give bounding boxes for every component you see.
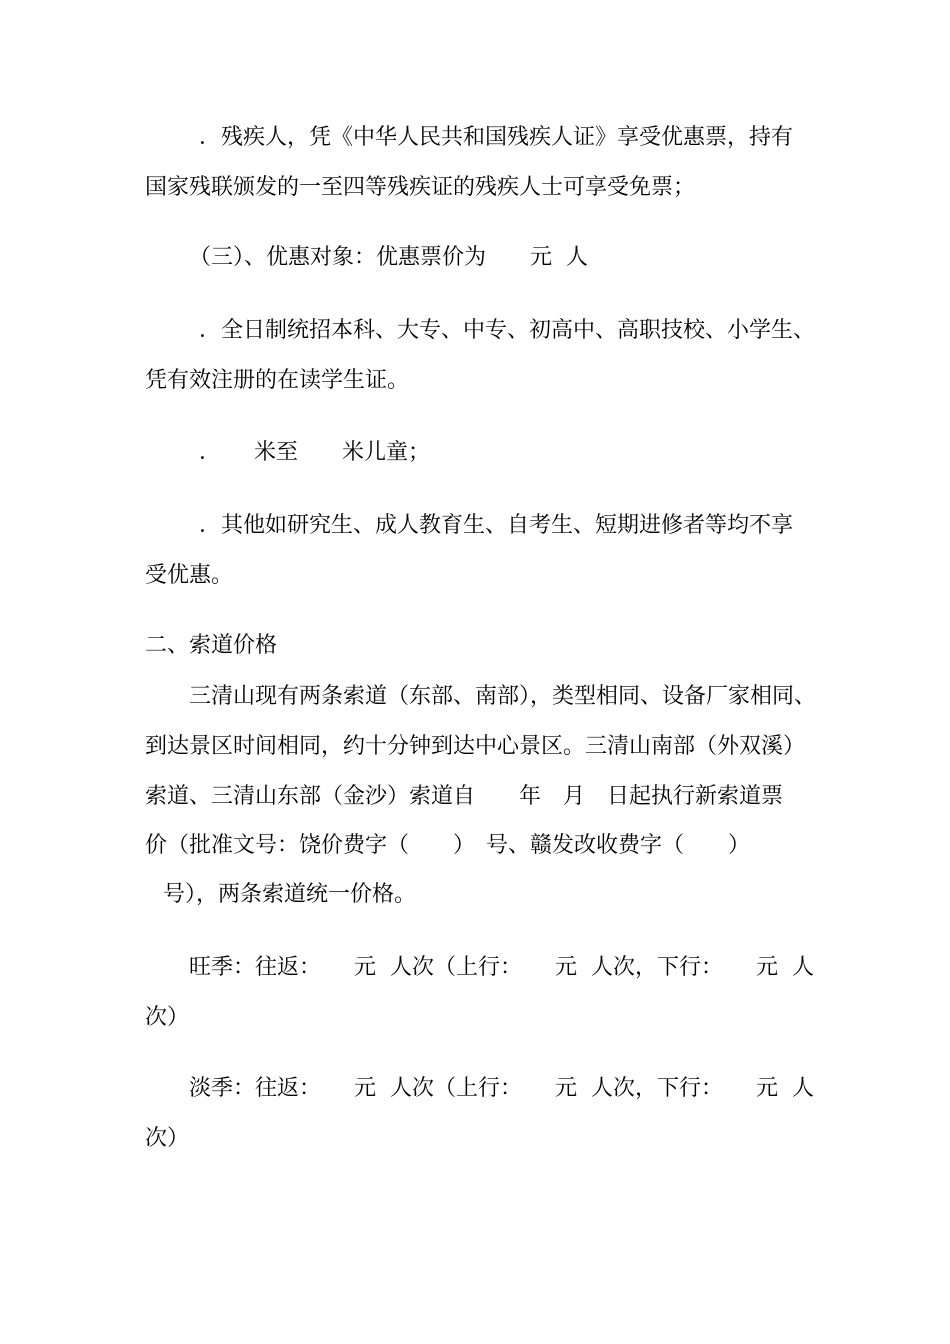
section-three-heading: （三）、优惠对象：优惠票价为 元 人: [189, 245, 588, 270]
children-item: ． 米至 米儿童；: [199, 440, 431, 465]
off-season-line-2: 次）: [145, 1126, 190, 1151]
students-item-line-1: ．全日制统招本科、大专、中专、初高中、高职技校、小学生、: [199, 318, 816, 343]
students-item-line-2: 凭有效注册的在读学生证。: [145, 368, 410, 393]
section-two-heading: 二、索道价格: [145, 633, 278, 658]
cableway-paragraph-line-3: 索道、三清山东部（金沙）索道自 年 月 日起执行新索道票: [145, 784, 784, 809]
off-season-line-1: 淡季：往返： 元 人次（上行： 元 人次，下行： 元 人: [189, 1076, 814, 1101]
disabled-item-line-2: 国家残联颁发的一至四等残疾证的残疾人士可享受免票；: [145, 175, 696, 200]
cableway-paragraph-line-5: 号），两条索道统一价格。: [163, 882, 417, 907]
cableway-paragraph-line-2: 到达景区时间相同，约十分钟到达中心景区。三清山南部（外双溪）: [145, 734, 806, 759]
others-item-line-2: 受优惠。: [145, 563, 234, 588]
disabled-item-line-1: ．残疾人，凭《中华人民共和国残疾人证》享受优惠票，持有: [199, 125, 794, 150]
peak-season-line-1: 旺季：往返： 元 人次（上行： 元 人次，下行： 元 人: [189, 955, 814, 980]
cableway-paragraph-line-1: 三清山现有两条索道（东部、南部），类型相同、设备厂家相同、: [189, 684, 817, 709]
others-item-line-1: ．其他如研究生、成人教育生、自考生、短期进修者等均不享: [199, 513, 794, 538]
peak-season-line-2: 次）: [145, 1005, 190, 1030]
cableway-paragraph-line-4: 价（批准文号：饶价费字（ ） 号、赣发改收费字（ ）: [145, 833, 751, 858]
